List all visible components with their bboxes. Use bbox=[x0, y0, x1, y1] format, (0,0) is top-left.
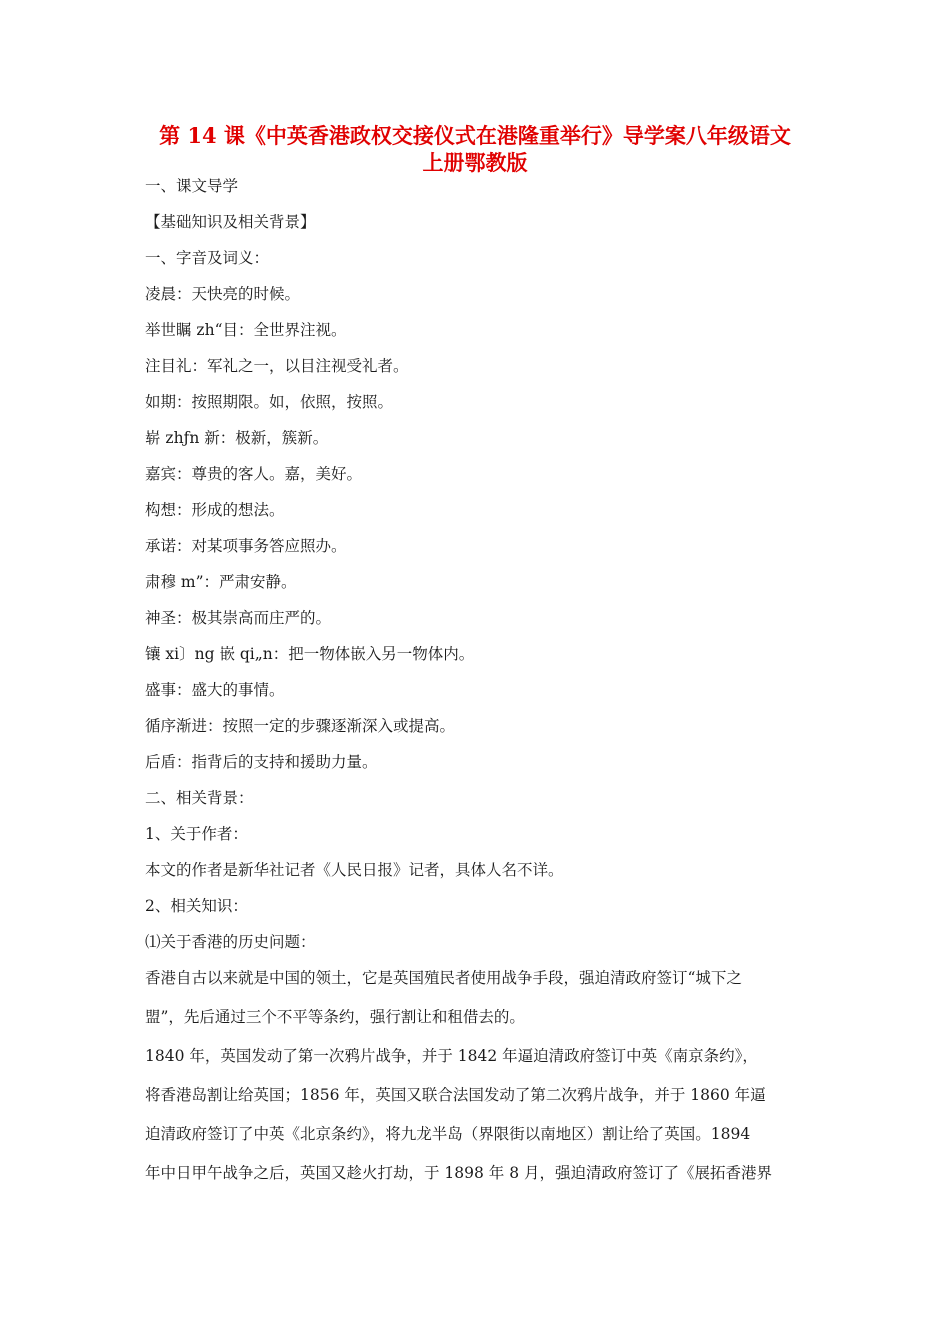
subsection-heading: 【基础知识及相关背景】 bbox=[145, 213, 316, 231]
paragraph-line: 香港自古以来就是中国的领土，它是英国殖民者使用战争手段，强迫清政府签订“城下之 bbox=[145, 969, 742, 987]
history-paragraph-2 bbox=[145, 1046, 810, 1202]
vocab-item: 崭 zhƒn 新：极新，簇新。 bbox=[145, 429, 329, 447]
vocab-item: 构想：形成的想法。 bbox=[145, 501, 285, 519]
paragraph-line: 年中日甲午战争之后，英国又趁火打劫，于 1898 年 8 月，强迫清政府签订了《展拓香港界 bbox=[145, 1164, 773, 1182]
vocab-item: 后盾：指背后的支持和援助力量。 bbox=[145, 753, 378, 771]
vocab-item: 神圣：极其崇高而庄严的。 bbox=[145, 609, 332, 627]
section-heading: 一、课文导学 bbox=[145, 177, 239, 195]
section-heading: 二、相关背景： bbox=[145, 789, 254, 807]
vocab-item: 如期：按照期限。如，依照，按照。 bbox=[145, 393, 394, 411]
paragraph-line: 将香港岛割让给英国；1856 年，英国又联合法国发动了第二次鸦片战争，并于 1860 年逼 bbox=[145, 1086, 766, 1104]
paragraph-line: 盟”，先后通过三个不平等条约，强行割让和租借去的。 bbox=[145, 1008, 525, 1026]
history-paragraph-1 bbox=[145, 968, 810, 1046]
vocab-item: 举世瞩 zh“目：全世界注视。 bbox=[145, 321, 347, 339]
vocab-item: 肃穆 m”：严肃安静。 bbox=[145, 573, 297, 591]
vocab-item: 循序渐进：按照一定的步骤逐渐深入或提高。 bbox=[145, 717, 456, 735]
document-title bbox=[130, 122, 820, 176]
vocab-item: 承诺：对某项事务答应照办。 bbox=[145, 537, 347, 555]
body-text: 本文的作者是新华社记者《人民日报》记者，具体人名不详。 bbox=[145, 861, 564, 879]
title-line-2: 上册鄂教版 bbox=[422, 150, 528, 175]
vocab-item: 嘉宾：尊贵的客人。嘉，美好。 bbox=[145, 465, 363, 483]
section-heading: 一、字音及词义： bbox=[145, 249, 270, 267]
vocab-item: 凌晨：天快亮的时候。 bbox=[145, 285, 301, 303]
vocab-item: 注目礼：军礼之一，以目注视受礼者。 bbox=[145, 357, 409, 375]
subsection-heading: 1、关于作者： bbox=[145, 825, 248, 843]
paragraph-line: 迫清政府签订了中英《北京条约》，将九龙半岛（界限街以南地区）割让给了英国。1894 bbox=[145, 1125, 751, 1143]
paragraph-line: 1840 年，英国发动了第一次鸦片战争，并于 1842 年逼迫清政府签订中英《南京条约》， bbox=[145, 1047, 758, 1065]
title-line-1: 第 14 课《中英香港政权交接仪式在港隆重举行》导学案八年级语文 bbox=[159, 123, 791, 148]
vocab-item: 盛事：盛大的事情。 bbox=[145, 681, 285, 699]
subsection-heading: 2、相关知识： bbox=[145, 897, 248, 915]
subsection-heading: ⑴关于香港的历史问题： bbox=[145, 933, 316, 951]
vocab-item: 镶 xi〕ng 嵌 qi„n：把一物体嵌入另一物体内。 bbox=[145, 645, 475, 663]
